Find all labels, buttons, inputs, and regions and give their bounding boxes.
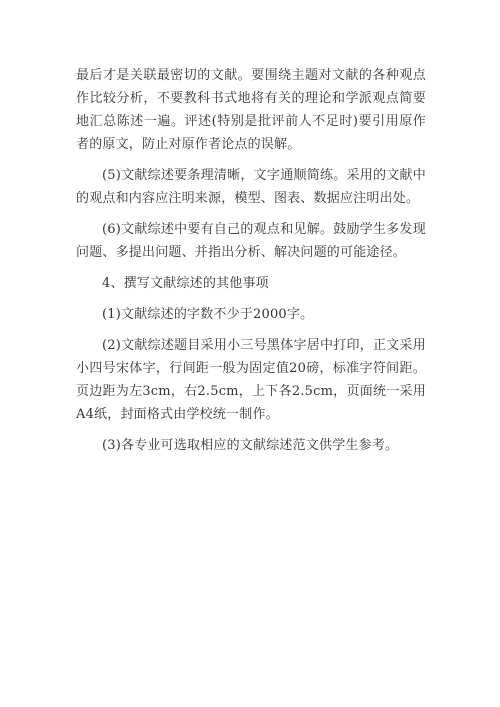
paragraph-item-6: (6)文献综述中要有自己的观点和见解。鼓励学生多发现问题、多提出问题、并指出分析、解决问题的可能途径。 bbox=[76, 222, 426, 260]
section-heading-4: 4、撰写文献综述的其他事项 bbox=[102, 276, 269, 291]
document-body bbox=[76, 64, 426, 457]
paragraph-item-5: (5)文献综述要条理清晰，文字通顺简练。采用的文献中的观点和内容应注明来源，模型、图表、数据应注明出处。 bbox=[76, 168, 426, 206]
paragraph-sub-item-1: (1)文献综述的字数不少于2000字。 bbox=[102, 307, 314, 322]
paragraph-sub-item-3: (3)各专业可选取相应的文献综述范文供学生参考。 bbox=[102, 438, 399, 453]
paragraph-continuation: 最后才是关联最密切的文献。要围绕主题对文献的各种观点作比较分析，不要教科书式地将有关的理论和学派观点简要地汇总陈述一遍。评述(特别是批评前人不足时)要引用原作者的原文，防止对原作者论点的误解。 bbox=[76, 68, 426, 152]
paragraph-sub-item-2: (2)文献综述题目采用小三号黑体字居中打印，正文采用小四号宋体字，行间距一般为固定值20磅，标准字符间距。页边距为左3cm，右2.5cm，上下各2.5cm，页面统一采用A4纸，封面格式由学校统一制作。 bbox=[76, 338, 426, 422]
